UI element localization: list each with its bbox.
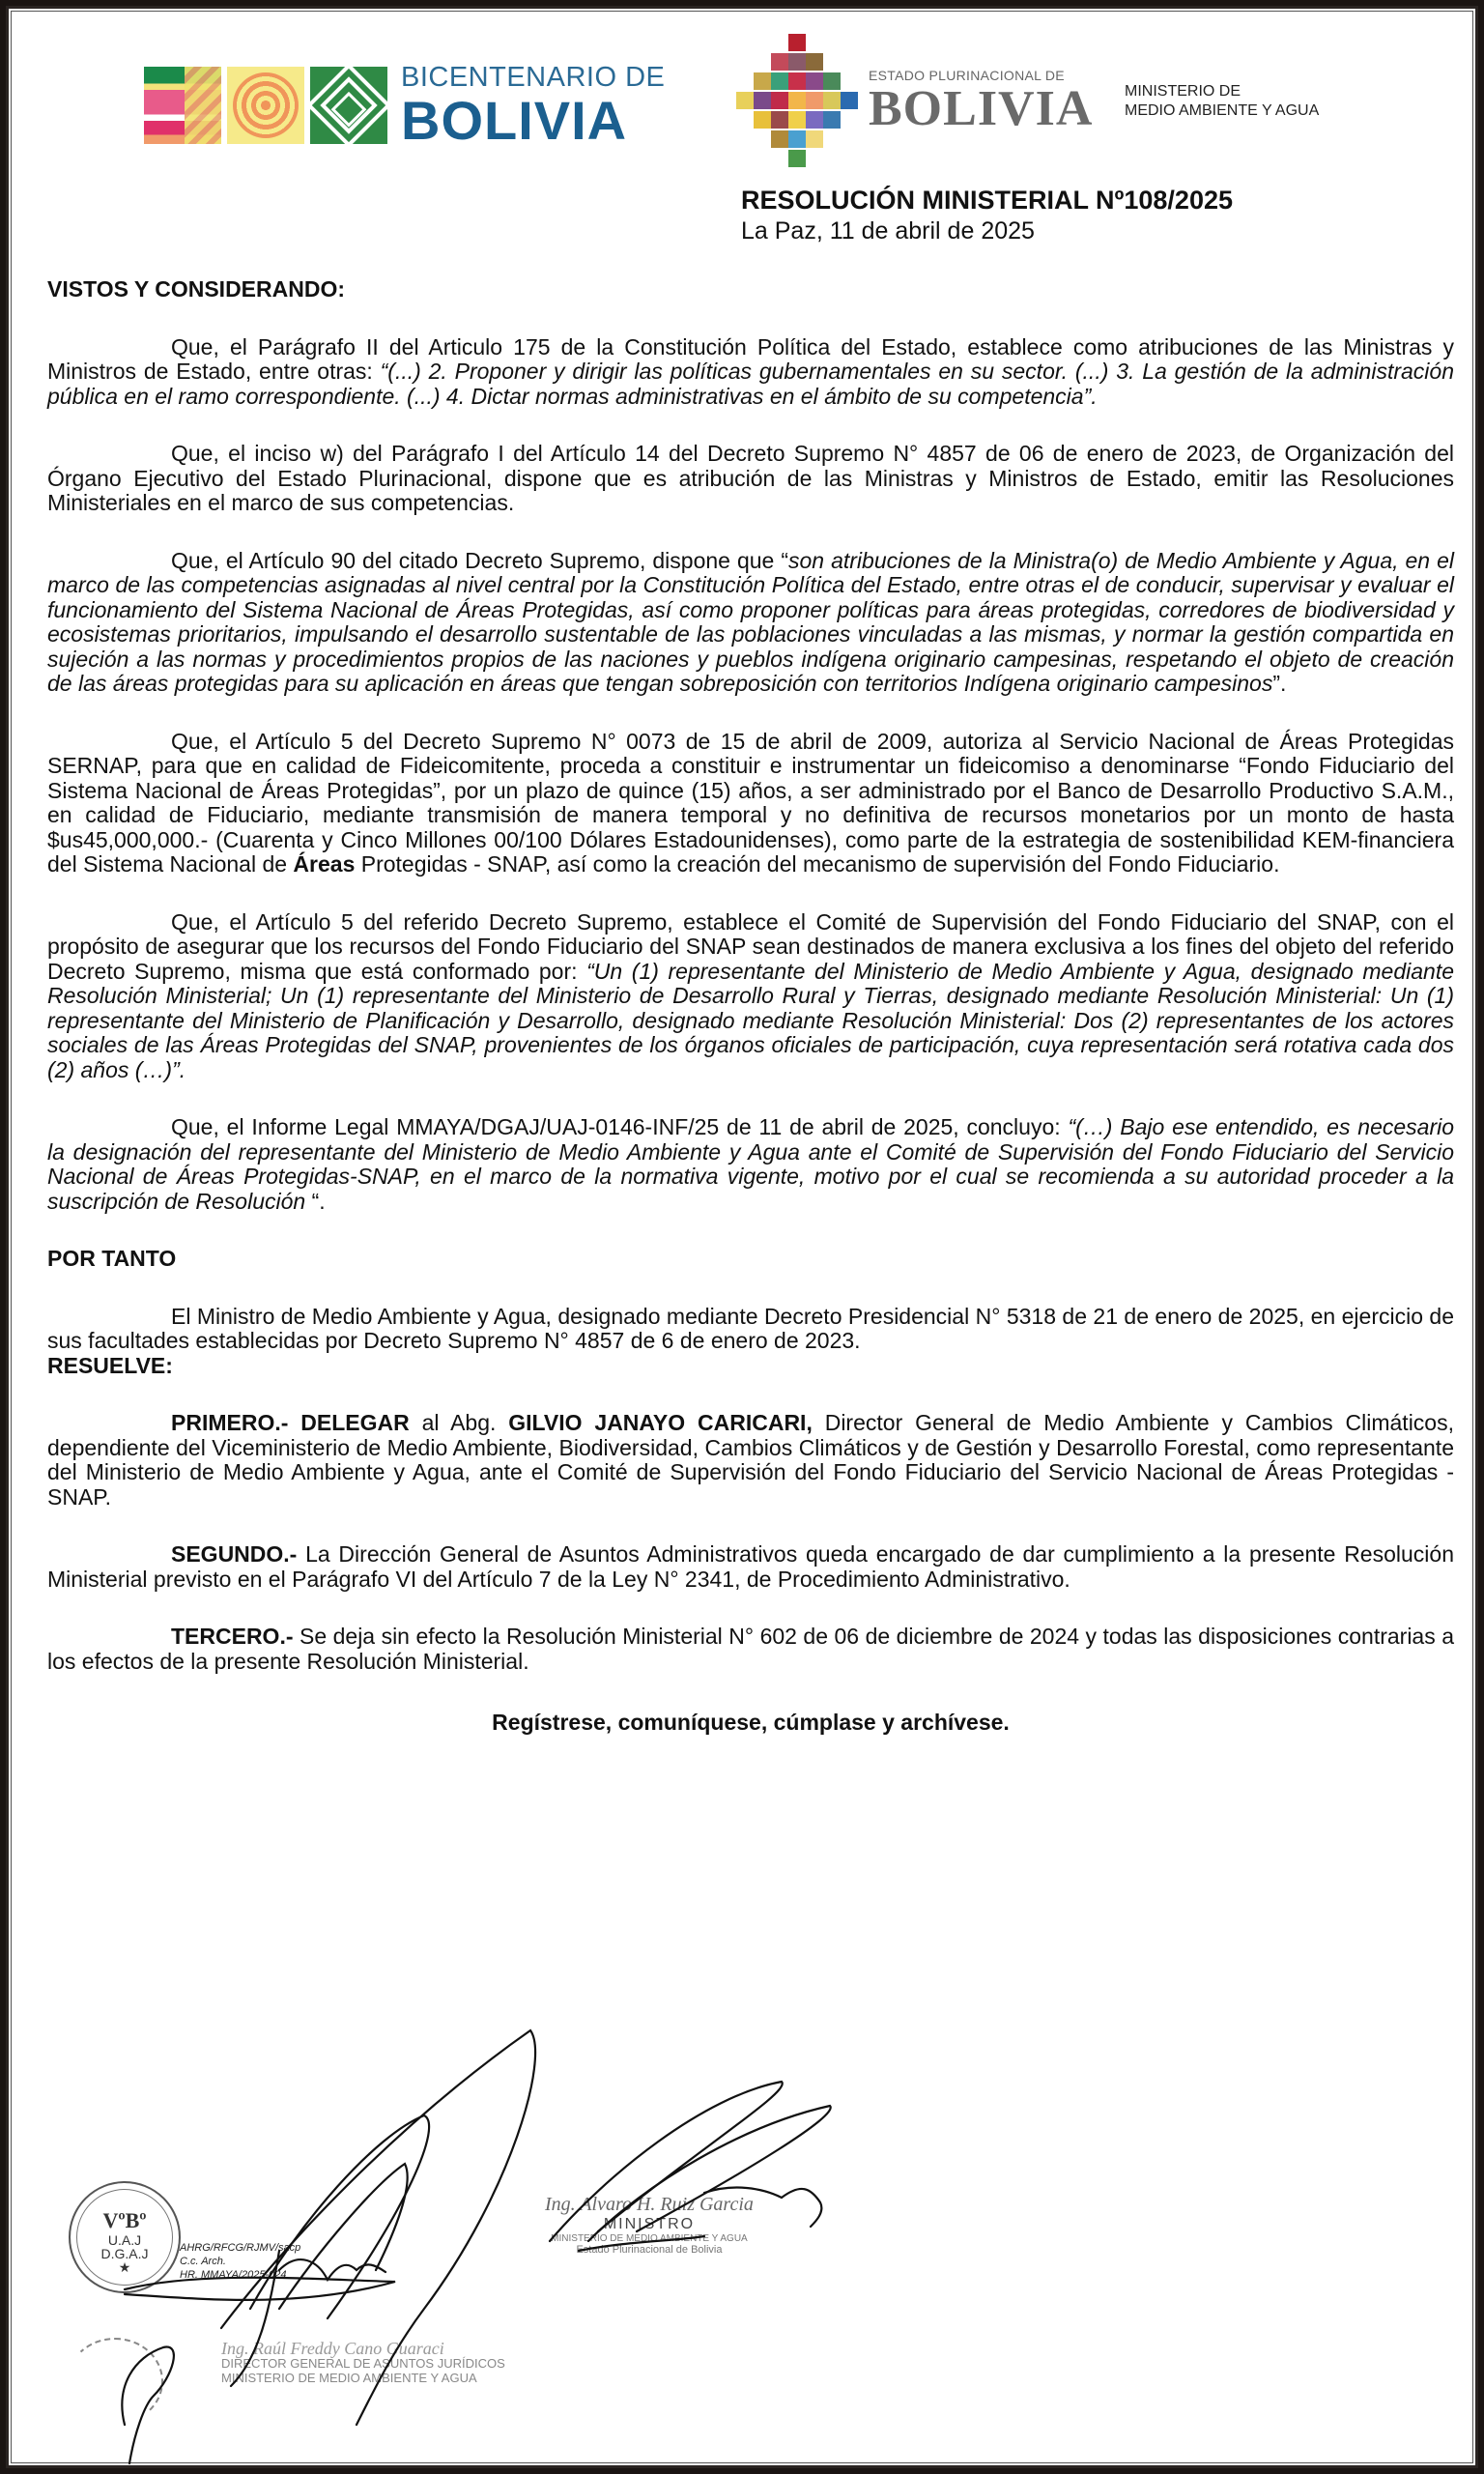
legal-director-name: Ing. Raúl Freddy Cano Guaraci xyxy=(221,2339,444,2358)
tercero-text: Se deja sin efecto la Resolución Ministerial N° 602 de 06 de diciembre de 2024 y todas las disposiciones contrarias a los efectos de la presente Resolución Ministerial. xyxy=(47,1624,1454,1674)
paragraph-3-end: ”. xyxy=(1272,671,1287,696)
paragraph-5-quote: “Un (1) representante del Ministerio de Medio Ambiente y Agua, designado mediante Resolución Ministerial; Un (1) representante del Ministerio de Desarrollo Rural y Tierras, designado mediante Resolución Ministerial: Un (1) representante del Ministerio de Planificación y Desarrollo, designado mediante Resolución Ministerial: Dos (2) representantes de los actores sociales de las Áreas Protegidas del SNAP, provenientes de los órganos oficiales de participación, cuya representación será rotativa cada dos (2) años (…)”. xyxy=(47,958,1455,1082)
heading-por-tanto: POR TANTO xyxy=(47,1246,177,1271)
resolution-body xyxy=(47,277,1454,1736)
document-page xyxy=(6,6,1478,2468)
paragraph-3-text: Que, el Artículo 90 del citado Decreto Supremo, dispone que “ xyxy=(171,547,788,573)
primero-delegate-name: GILVIO JANAYO CARICARI, xyxy=(508,1410,813,1435)
paragraph-3-quote: son atribuciones de la Ministra(o) de Medio Ambiente y Agua, en el marco de las competencias asignadas al nivel central por la Constitución Política del Estado, entre otras el de conducir, supervisar y evaluar el funcionamiento del Sistema Nacional de Áreas Protegidas, así como proponer políticas para áreas protegidas, corredores de biodiversidad y ecosistemas prioritarios, impulsando el desarrollo sustentable de las poblaciones vinculadas a las mismas, y normar la gestión compartida en sujeción a las normas y procedimientos propios de las naciones y pueblos indígena originario campesinas, respetando el objeto de creación de las áreas protegidas para su aplicación en áreas que tengan sobreposición con territorios Indígena originario campesinos xyxy=(47,547,1455,696)
paragraph-6-quote: “(…) Bajo ese entendido, es necesario la designación del representante del Ministerio de Medio Ambiente y Agua ante el Comité de Supervisión del Fondo Fiduciario del Servicio Nacional de Áreas Protegidas-SNAP, en el marco de la normativa vigente, motivo por el cual se recomienda a su autoridad proceder a la suscripción de Resolución xyxy=(47,1114,1455,1214)
reference-initials: AHRG/RFCG/RJMV/sacp xyxy=(180,2242,301,2254)
article-segundo xyxy=(47,1542,1454,1592)
minister-name: Ing. Alvaro H. Ruiz Garcia xyxy=(545,2194,754,2215)
chakana-mosaic-icon xyxy=(735,32,859,171)
estado-line2: BOLIVIA xyxy=(869,81,1094,136)
bicentenario-logo xyxy=(144,57,665,154)
tercero-label: TERCERO.- xyxy=(171,1624,294,1649)
paragraph-4 xyxy=(47,730,1454,877)
logo-tile-diamond-icon xyxy=(310,67,387,144)
legal-director-org: MINISTERIO DE MEDIO AMBIENTE Y AGUA xyxy=(221,2371,477,2385)
stamp-unit-2: D.G.A.J xyxy=(100,2246,149,2261)
ministry-line2: MEDIO AMBIENTE Y AGUA xyxy=(1125,102,1320,119)
primero-label: PRIMERO.- DELEGAR xyxy=(171,1410,410,1435)
paragraph-3 xyxy=(47,549,1454,697)
minister-state: Estado Plurinacional de Bolivia xyxy=(576,2244,723,2256)
estado-plurinacional-logo xyxy=(735,32,1093,171)
paragraph-4-text: Que, el Artículo 5 del Decreto Supremo N° 0073 de 15 de abril de 2009, autoriza al Servicio Nacional de Áreas Protegidas SERNAP, para que en calidad de Fideicomitente, proceda a constituir e instrumentar un fideicomiso a denominarse “Fondo Fiduciario del Sistema Nacional de Áreas Protegidas”, por un plazo de quince (15) años, a ser administrado por el Banco de Desarrollo Productivo S.A.M., en calidad de Fiduciario, mediante transmisión de manera temporal y no definitiva de recursos monetarios por un monto de hasta $us45,000,000.- (Cuarenta y Cinco Millones 00/100 Dólares Estadounidenses), como parte de la estrategia de sostenibilidad KEM-financiera del Sistema Nacional de xyxy=(47,728,1454,877)
ministry-line1: MINISTERIO DE xyxy=(1125,83,1241,100)
handwritten-signatures-icon xyxy=(9,2019,975,2473)
reference-hr: HR. MMAYA/2025-024 xyxy=(180,2269,287,2281)
bicentenario-line1: BICENTENARIO DE xyxy=(401,61,666,93)
paragraph-6 xyxy=(47,1115,1454,1214)
paragraph-1 xyxy=(47,335,1454,410)
legal-director-role: DIRECTOR GENERAL DE ASUNTOS JURÍDICOS xyxy=(221,2356,505,2371)
paragraph-4-end: Protegidas - SNAP, así como la creación del mecanismo de supervisión del Fondo Fiduciario. xyxy=(355,851,1280,877)
segundo-label: SEGUNDO.- xyxy=(171,1541,298,1567)
paragraph-2: Que, el inciso w) del Parágrafo I del Artículo 14 del Decreto Supremo N° 4857 de 06 de enero de 2023, de Organización del Órgano Ejecutivo del Estado Plurinacional, dispone que es atribución de las Ministras y Ministros de Estado, emitir las Resoluciones Ministeriales en el marco de sus competencias. xyxy=(47,441,1454,515)
minister-role: MINISTRO xyxy=(603,2216,696,2232)
paragraph-5-text: Que, el Artículo 5 del referido Decreto Supremo, establece el Comité de Supervisión del Fondo Fiduciario del SNAP, con el propósito de asegurar que los recursos del Fondo Fiduciario del SNAP sean destinados de manera exclusiva a los fines del objeto del referido Decreto Supremo, misma que está conformado por: xyxy=(47,908,1454,984)
segundo-text: La Dirección General de Asuntos Administrativos queda encargado de dar cumplimiento a la presente Resolución Ministerial previsto en el Parágrafo VI del Artículo 7 de la Ley N° 2341, de Procedimiento Administrativo. xyxy=(47,1541,1454,1592)
article-tercero xyxy=(47,1625,1454,1674)
paragraph-4-bold: Áreas xyxy=(293,851,356,877)
minister-org: MINISTERIO DE MEDIO AMBIENTE Y AGUA xyxy=(551,2233,748,2244)
heading-vistos: VISTOS Y CONSIDERANDO: xyxy=(47,276,346,302)
paragraph-6-end: “. xyxy=(311,1188,326,1214)
stamp-unit-1: U.A.J xyxy=(107,2232,142,2248)
heading-resuelve: RESUELVE: xyxy=(47,1352,173,1378)
paragraph-1-quote: “(...) 2. Proponer y dirigir las políticas gubernamentales en su sector. (...) 3. La gestión de la administración pública en el ramo correspondiente. (...) 4. Dictar normas administrativas en el ámbito de su competencia”. xyxy=(47,359,1454,409)
signature-area xyxy=(9,2019,975,2473)
reference-cc: C.c. Arch. xyxy=(180,2256,226,2267)
paragraph-6-text: Que, el Informe Legal MMAYA/DGAJ/UAJ-0146-INF/25 de 11 de abril de 2025, concluyo: xyxy=(171,1114,1069,1139)
ministry-name xyxy=(1125,82,1319,121)
stamp-vb: VºBº xyxy=(102,2208,147,2232)
resolution-place-date: La Paz, 11 de abril de 2025 xyxy=(741,217,1035,245)
closing-formula: Regístrese, comuníquese, cúmplase y archívese. xyxy=(492,1710,1010,1735)
primero-mid: al Abg. xyxy=(409,1410,509,1435)
stamp-star-icon: ★ xyxy=(118,2259,131,2275)
paragraph-7: El Ministro de Medio Ambiente y Agua, designado mediante Decreto Presidencial N° 5318 de 21 de enero de 2025, en ejercicio de sus facultades establecidas por Decreto Supremo N° 4857 de 6 de enero de 2023. xyxy=(47,1303,1454,1353)
estado-line1: ESTADO PLURINACIONAL DE xyxy=(869,68,1065,83)
paragraph-5 xyxy=(47,910,1454,1083)
primero-text: Director General de Medio Ambiente y Cambios Climáticos, dependiente del Viceministerio de Medio Ambiente, Biodiversidad, Cambios Climáticos y de Gestión y Desarrollo Forestal, como representante del Ministerio de Medio Ambiente y Agua, ante el Comité de Supervisión del Fondo Fiduciario del Servicio Nacional de Áreas Protegidas - SNAP. xyxy=(47,1410,1454,1510)
logo-tile-stripes-icon xyxy=(144,67,221,144)
logo-tile-spiral-icon xyxy=(227,67,304,144)
article-primero xyxy=(47,1411,1454,1510)
bicentenario-line2: BOLIVIA xyxy=(401,89,628,151)
resolution-title: RESOLUCIÓN MINISTERIAL Nº108/2025 xyxy=(741,186,1233,215)
paragraph-1-text: Que, el Parágrafo II del Articulo 175 de la Constitución Política del Estado, establece como atribuciones de las Ministras y Ministros de Estado, entre otras: xyxy=(47,333,1454,384)
